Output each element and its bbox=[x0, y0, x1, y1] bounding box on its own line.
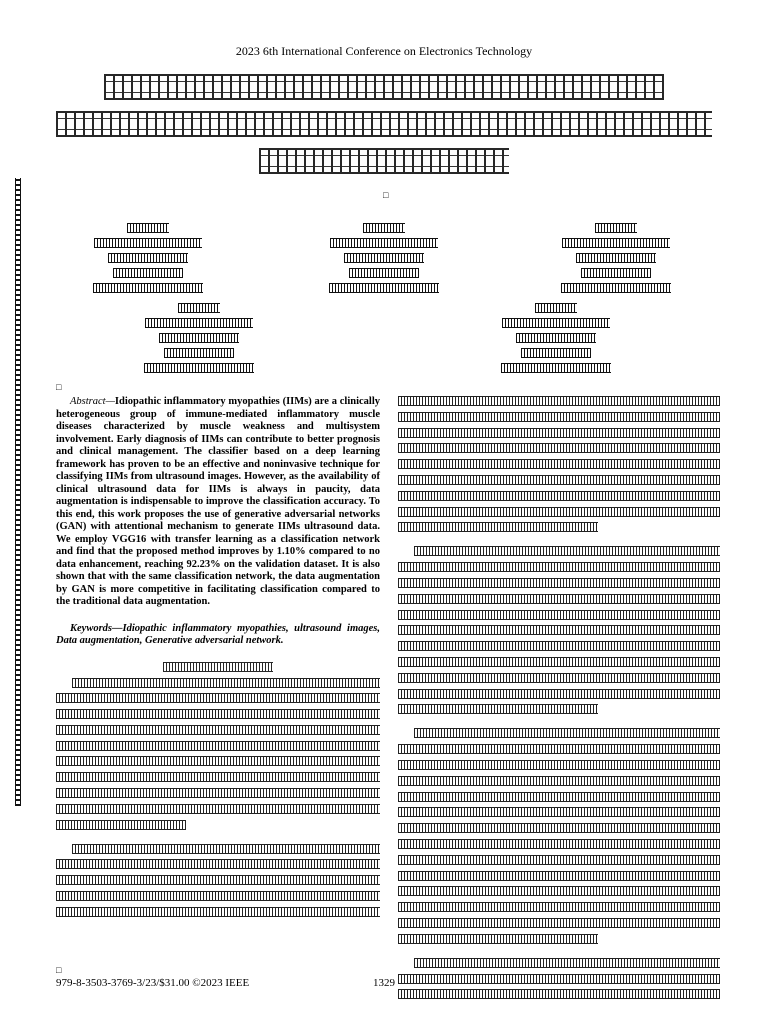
body-paragraph bbox=[398, 396, 720, 532]
body-paragraph bbox=[56, 844, 380, 917]
arxiv-side-stamp bbox=[15, 178, 21, 806]
body-paragraph bbox=[398, 728, 720, 943]
abstract-lead: Abstract— bbox=[70, 396, 115, 407]
footer-blank-mark: □ bbox=[56, 965, 62, 975]
keywords-body: Idiopathic inflammatory myopathies, ultrasound images, Data augmentation, Generative adversarial network. bbox=[56, 622, 380, 646]
body-paragraph bbox=[56, 678, 380, 830]
body-paragraph bbox=[398, 546, 720, 714]
body-paragraph bbox=[398, 958, 720, 1000]
author-block bbox=[541, 220, 691, 298]
author-block bbox=[124, 300, 274, 378]
section-heading-introduction bbox=[56, 658, 380, 668]
title-line-3 bbox=[56, 148, 712, 178]
conference-header: 2023 6th International Conference on Electronics Technology bbox=[235, 44, 533, 58]
keywords-lead: Keywords— bbox=[70, 622, 123, 634]
copyright-notice: 979-8-3503-3769-3/23/$31.00 ©2023 IEEE bbox=[56, 977, 250, 989]
paper-title bbox=[56, 74, 712, 185]
left-column bbox=[56, 382, 380, 931]
title-line-1 bbox=[56, 74, 712, 104]
blank-mark: □ bbox=[56, 382, 62, 392]
keywords bbox=[56, 623, 380, 648]
author-block bbox=[481, 300, 631, 378]
author-block bbox=[309, 220, 459, 298]
page-number: 1329 bbox=[373, 977, 395, 989]
title-line-2 bbox=[56, 111, 712, 141]
abstract bbox=[56, 396, 380, 609]
abstract-body: Idiopathic inflammatory myopathies (IIMs) are a clinically heterogeneous group of immune-mediated inflammatory muscle diseases characterized by muscle weakness and multisystem involvement. Early diagnosis of IIMs can contribute to better prognosis and clinical management. The classifier based on a deep learning framework has proven to be an effective and noninvasive technique for classifying IIMs from ultrasound images. However, as the availability of clinical ultrasound data for IIMs is always in paucity, data augmentation is indispensable to improve the classification accuracy. To this end, this work proposes the use of generative adversarial networks (GAN) with attentional mechanism to generate IIMs ultrasound data. We employ VGG16 with transfer learning as a classification network and find that the proposed method improves by 1.10% compared to no data enhancement, reaching 92.23% on the validation dataset. It is also shown that with the same classification network, the data augmentation by GAN is more competitive in facilitating classification compared to the traditional data augmentation. bbox=[56, 396, 380, 607]
title-blank-mark: □ bbox=[383, 190, 389, 200]
author-block bbox=[73, 220, 223, 298]
right-column bbox=[398, 396, 720, 1013]
